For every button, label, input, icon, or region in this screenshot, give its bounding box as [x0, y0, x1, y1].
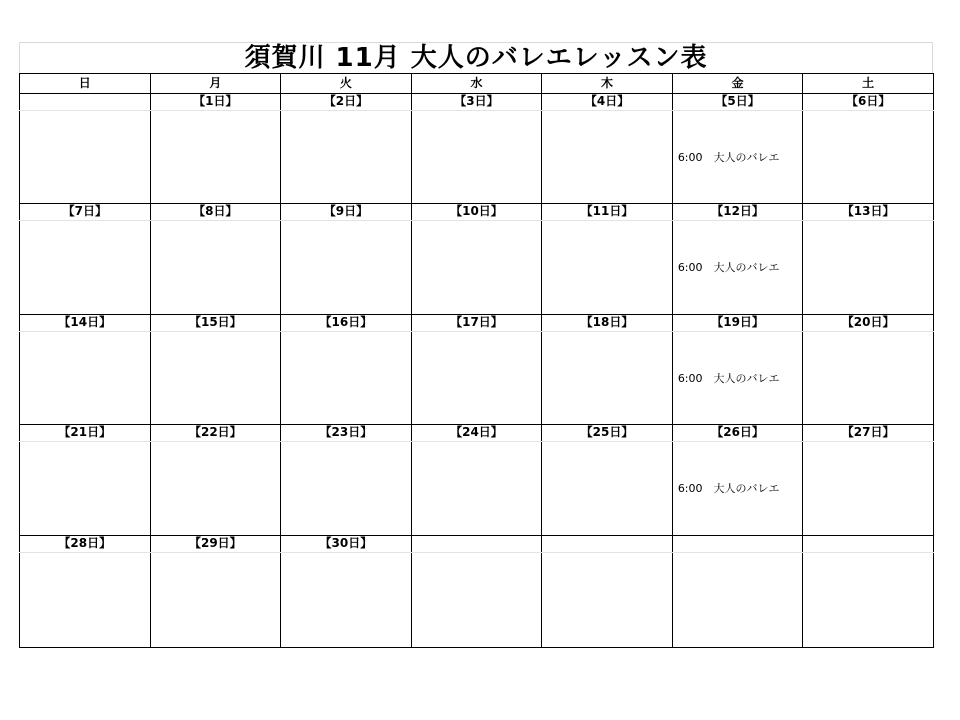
weekday-mon: 月	[150, 74, 281, 94]
day-cell-sun	[20, 111, 151, 204]
schedule-row	[20, 552, 934, 647]
calendar-grid	[19, 73, 934, 648]
date-label-fri	[672, 535, 803, 552]
date-label-fri: 【19日】	[672, 314, 803, 331]
page-title: 須賀川 11月 大人のバレエレッスン表	[244, 43, 708, 73]
date-label-tue: 【9日】	[281, 204, 412, 221]
date-label-fri: 【26日】	[672, 425, 803, 442]
date-label-tue: 【30日】	[281, 535, 412, 552]
date-label-wed: 【10日】	[411, 204, 542, 221]
day-cell-sun	[20, 221, 151, 314]
day-cell-mon	[150, 221, 281, 314]
schedule-row	[20, 442, 934, 535]
date-label-thu: 【25日】	[542, 425, 673, 442]
lesson-entry: 6:00 大人のバレエ	[677, 371, 780, 385]
lesson-entry: 6:00 大人のバレエ	[677, 482, 780, 496]
date-label-sun: 【21日】	[20, 425, 151, 442]
date-label-tue: 【2日】	[281, 94, 412, 111]
day-cell-tue	[281, 552, 412, 647]
date-label-sat: 【20日】	[803, 314, 934, 331]
day-cell-wed	[411, 442, 542, 535]
weekday-thu: 木	[542, 74, 673, 94]
lesson-entry: 6:00 大人のバレエ	[677, 261, 780, 275]
schedule-row	[20, 111, 934, 204]
date-row	[20, 425, 934, 442]
day-cell-sat	[803, 111, 934, 204]
day-cell-tue	[281, 221, 412, 314]
day-cell-fri	[672, 552, 803, 647]
day-cell-mon	[150, 442, 281, 535]
weekday-tue: 火	[281, 74, 412, 94]
schedule-row	[20, 331, 934, 424]
day-cell-sat	[803, 221, 934, 314]
calendar-sheet	[19, 42, 933, 648]
weekday-fri: 金	[672, 74, 803, 94]
day-cell-sat	[803, 331, 934, 424]
date-row	[20, 314, 934, 331]
day-cell-sun	[20, 331, 151, 424]
date-label-wed: 【24日】	[411, 425, 542, 442]
day-cell-thu	[542, 221, 673, 314]
day-cell-tue	[281, 442, 412, 535]
day-cell-tue	[281, 331, 412, 424]
day-cell-sat	[803, 552, 934, 647]
date-label-sun: 【28日】	[20, 535, 151, 552]
day-cell-fri	[672, 221, 803, 314]
date-label-sun	[20, 94, 151, 111]
day-cell-wed	[411, 221, 542, 314]
weekday-header-row	[20, 74, 934, 94]
day-cell-fri	[672, 331, 803, 424]
date-label-sat: 【6日】	[803, 94, 934, 111]
date-label-tue: 【16日】	[281, 314, 412, 331]
date-label-wed: 【17日】	[411, 314, 542, 331]
date-label-mon: 【22日】	[150, 425, 281, 442]
day-cell-thu	[542, 552, 673, 647]
schedule-row	[20, 221, 934, 314]
day-cell-thu	[542, 111, 673, 204]
date-label-sat	[803, 535, 934, 552]
day-cell-thu	[542, 442, 673, 535]
date-label-thu: 【18日】	[542, 314, 673, 331]
date-label-fri: 【5日】	[672, 94, 803, 111]
date-label-mon: 【8日】	[150, 204, 281, 221]
day-cell-thu	[542, 331, 673, 424]
day-cell-mon	[150, 111, 281, 204]
date-label-sun: 【14日】	[20, 314, 151, 331]
date-label-sat: 【27日】	[803, 425, 934, 442]
date-label-mon: 【29日】	[150, 535, 281, 552]
day-cell-wed	[411, 331, 542, 424]
day-cell-fri	[672, 442, 803, 535]
date-label-wed	[411, 535, 542, 552]
day-cell-sun	[20, 442, 151, 535]
day-cell-mon	[150, 552, 281, 647]
date-row	[20, 204, 934, 221]
day-cell-tue	[281, 111, 412, 204]
day-cell-fri	[672, 111, 803, 204]
date-label-thu: 【4日】	[542, 94, 673, 111]
day-cell-wed	[411, 111, 542, 204]
date-label-mon: 【15日】	[150, 314, 281, 331]
date-row	[20, 535, 934, 552]
title-row	[19, 42, 933, 73]
date-label-tue: 【23日】	[281, 425, 412, 442]
lesson-entry: 6:00 大人のバレエ	[677, 151, 780, 165]
date-label-fri: 【12日】	[672, 204, 803, 221]
date-label-sat: 【13日】	[803, 204, 934, 221]
date-label-mon: 【1日】	[150, 94, 281, 111]
day-cell-sat	[803, 442, 934, 535]
day-cell-sun	[20, 552, 151, 647]
date-label-wed: 【3日】	[411, 94, 542, 111]
date-label-sun: 【7日】	[20, 204, 151, 221]
date-label-thu: 【11日】	[542, 204, 673, 221]
weekday-wed: 水	[411, 74, 542, 94]
date-label-thu	[542, 535, 673, 552]
weekday-sun: 日	[20, 74, 151, 94]
day-cell-mon	[150, 331, 281, 424]
date-row	[20, 94, 934, 111]
day-cell-wed	[411, 552, 542, 647]
weekday-sat: 土	[803, 74, 934, 94]
